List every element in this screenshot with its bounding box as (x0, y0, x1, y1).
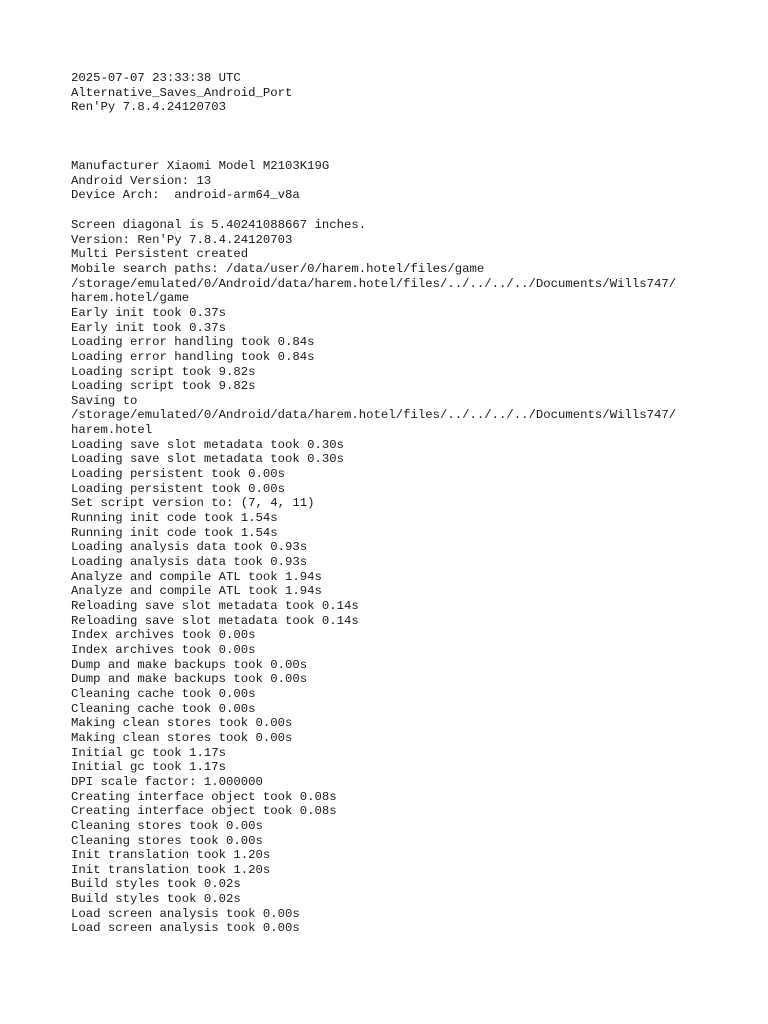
log-line: Cleaning cache took 0.00s (71, 701, 256, 716)
log-line: Loading script took 9.82s (71, 379, 256, 394)
log-line: Cleaning stores took 0.00s (71, 818, 263, 833)
log-line: Screen diagonal is 5.40241088667 inches. (71, 217, 367, 232)
header-line: 2025-07-07 23:33:38 UTC (71, 71, 241, 85)
log-line: Analyze and compile ATL took 1.94s (71, 584, 322, 599)
log-line: Version: Ren'Py 7.8.4.24120703 (71, 232, 293, 247)
log-line: Load screen analysis took 0.00s (71, 921, 300, 936)
log-line: Creating interface object took 0.08s (71, 789, 337, 804)
log-line: Loading analysis data took 0.93s (71, 555, 308, 570)
log-line: Build styles took 0.02s (71, 877, 241, 892)
device-info-line: Manufacturer Xiaomi Model M2103K19G (71, 158, 330, 173)
log-line: Saving to (71, 393, 138, 408)
log-line: Loading persistent took 0.00s (71, 467, 286, 482)
log-line: Dump and make backups took 0.00s (71, 657, 308, 672)
log-line: Running init code took 1.54s (71, 511, 278, 526)
log-line: Cleaning cache took 0.00s (71, 686, 256, 701)
header-line: Alternative_Saves_Android_Port (71, 85, 293, 100)
log-line: harem.hotel (71, 423, 153, 438)
log-line: Multi Persistent created (71, 247, 249, 262)
log-line: Init translation took 1.20s (71, 848, 271, 863)
log-line: Loading analysis data took 0.93s (71, 540, 308, 555)
log-line: Loading save slot metadata took 0.30s (71, 452, 345, 467)
log-line: Load screen analysis took 0.00s (71, 906, 300, 921)
log-line: Build styles took 0.02s (71, 892, 241, 907)
log-body (71, 218, 751, 936)
log-line: Index archives took 0.00s (71, 628, 256, 643)
log-line: Early init took 0.37s (71, 320, 226, 335)
log-line: Cleaning stores took 0.00s (71, 833, 263, 848)
log-line: DPI scale factor: 1.000000 (71, 774, 263, 789)
log-line: Loading persistent took 0.00s (71, 481, 286, 496)
log-line: Loading error handling took 0.84s (71, 335, 315, 350)
log-line: Index archives took 0.00s (71, 642, 256, 657)
log-document (71, 71, 751, 936)
device-info-line: Device Arch: android-arm64_v8a (71, 188, 300, 203)
log-line: Loading error handling took 0.84s (71, 349, 315, 364)
log-line: Early init took 0.37s (71, 305, 226, 320)
log-line: Mobile search paths: /data/user/0/harem.hotel/files/game (71, 261, 485, 276)
log-line: Making clean stores took 0.00s (71, 716, 293, 731)
header-line: Ren'Py 7.8.4.24120703 (71, 100, 226, 115)
log-line: Dump and make backups took 0.00s (71, 672, 308, 687)
log-line: /storage/emulated/0/Android/data/harem.hotel/files/../../../../Documents/Wills747/ (71, 408, 677, 423)
log-line: Analyze and compile ATL took 1.94s (71, 569, 322, 584)
spacer (71, 203, 751, 218)
log-header (71, 71, 751, 115)
spacer (71, 115, 751, 159)
log-line: Loading script took 9.82s (71, 364, 256, 379)
log-line: Initial gc took 1.17s (71, 760, 226, 775)
log-line: Reloading save slot metadata took 0.14s (71, 599, 359, 613)
log-line: Initial gc took 1.17s (71, 745, 226, 760)
log-line: Running init code took 1.54s (71, 525, 278, 540)
log-line: /storage/emulated/0/Android/data/harem.hotel/files/../../../../Documents/Wills747/ (71, 276, 677, 291)
device-info-line: Android Version: 13 (71, 173, 212, 188)
log-line: Init translation took 1.20s (71, 862, 271, 877)
log-line: Making clean stores took 0.00s (71, 730, 293, 745)
log-line: Loading save slot metadata took 0.30s (71, 437, 345, 452)
log-line: Set script version to: (7, 4, 11) (71, 496, 315, 511)
device-info (71, 159, 751, 203)
log-line: harem.hotel/game (71, 291, 190, 306)
log-line: Reloading save slot metadata took 0.14s (71, 613, 359, 628)
log-line: Creating interface object took 0.08s (71, 804, 337, 819)
